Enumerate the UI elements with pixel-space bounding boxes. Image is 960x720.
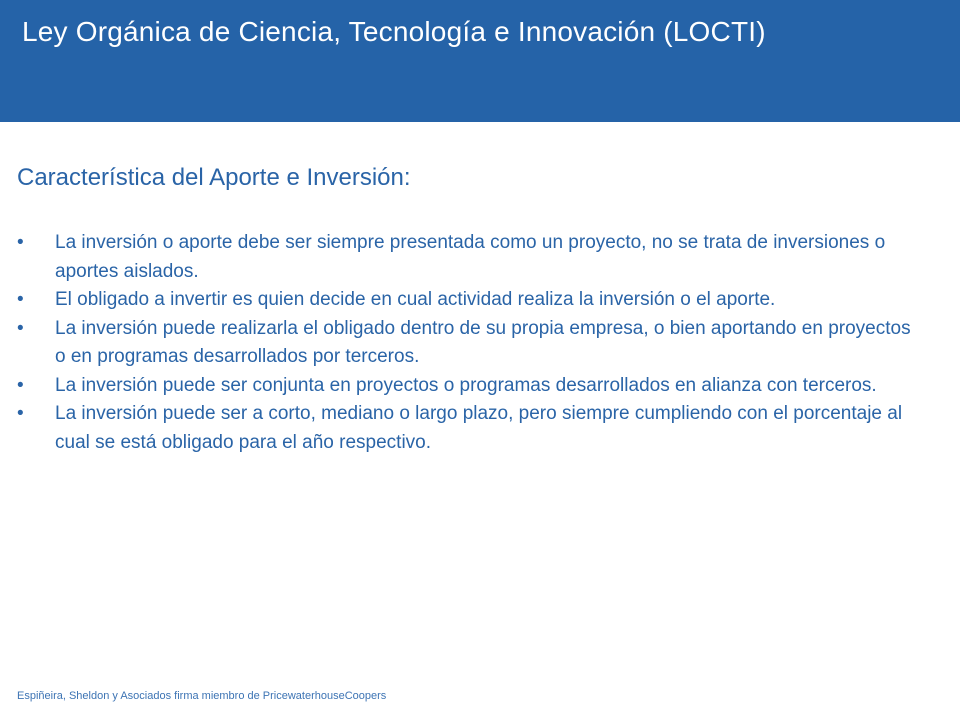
title-bar xyxy=(0,0,960,122)
bullet-icon: • xyxy=(17,374,24,396)
bullet-item xyxy=(17,286,917,315)
bullet-list xyxy=(17,229,917,457)
bullet-icon: • xyxy=(17,289,24,310)
slide-title: Ley Orgánica de Ciencia, Tecnología e Innovación (LOCTI) xyxy=(22,16,766,47)
bullet-item xyxy=(17,315,917,372)
section-heading: Característica del Aporte e Inversión: xyxy=(17,164,411,191)
bullet-text: La inversión puede ser conjunta en proyectos o programas desarrollados en alianza con terceros. xyxy=(55,374,877,396)
bullet-item xyxy=(17,229,917,286)
bullet-item xyxy=(17,372,917,401)
bullet-icon: • xyxy=(17,232,24,253)
bullet-item xyxy=(17,400,917,457)
bullet-text: La inversión o aporte debe ser siempre presentada como un proyecto, no se trata de inversiones o aportes aislados. xyxy=(55,232,886,282)
footer-credit: Espiñeira, Sheldon y Asociados firma miembro de PricewaterhouseCoopers xyxy=(17,690,387,702)
bullet-text: La inversión puede realizarla el obligado dentro de su propia empresa, o bien aportando en proyectos o en programas desarrollados por terceros. xyxy=(55,317,911,367)
bullet-text: El obligado a invertir es quien decide en cual actividad realiza la inversión o el aporte. xyxy=(55,289,776,310)
bullet-text: La inversión puede ser a corto, mediano o largo plazo, pero siempre cumpliendo con el porcentaje al cual se está obligado para el año respectivo. xyxy=(55,403,903,453)
bullet-icon: • xyxy=(17,317,24,339)
bullet-icon: • xyxy=(17,403,24,424)
